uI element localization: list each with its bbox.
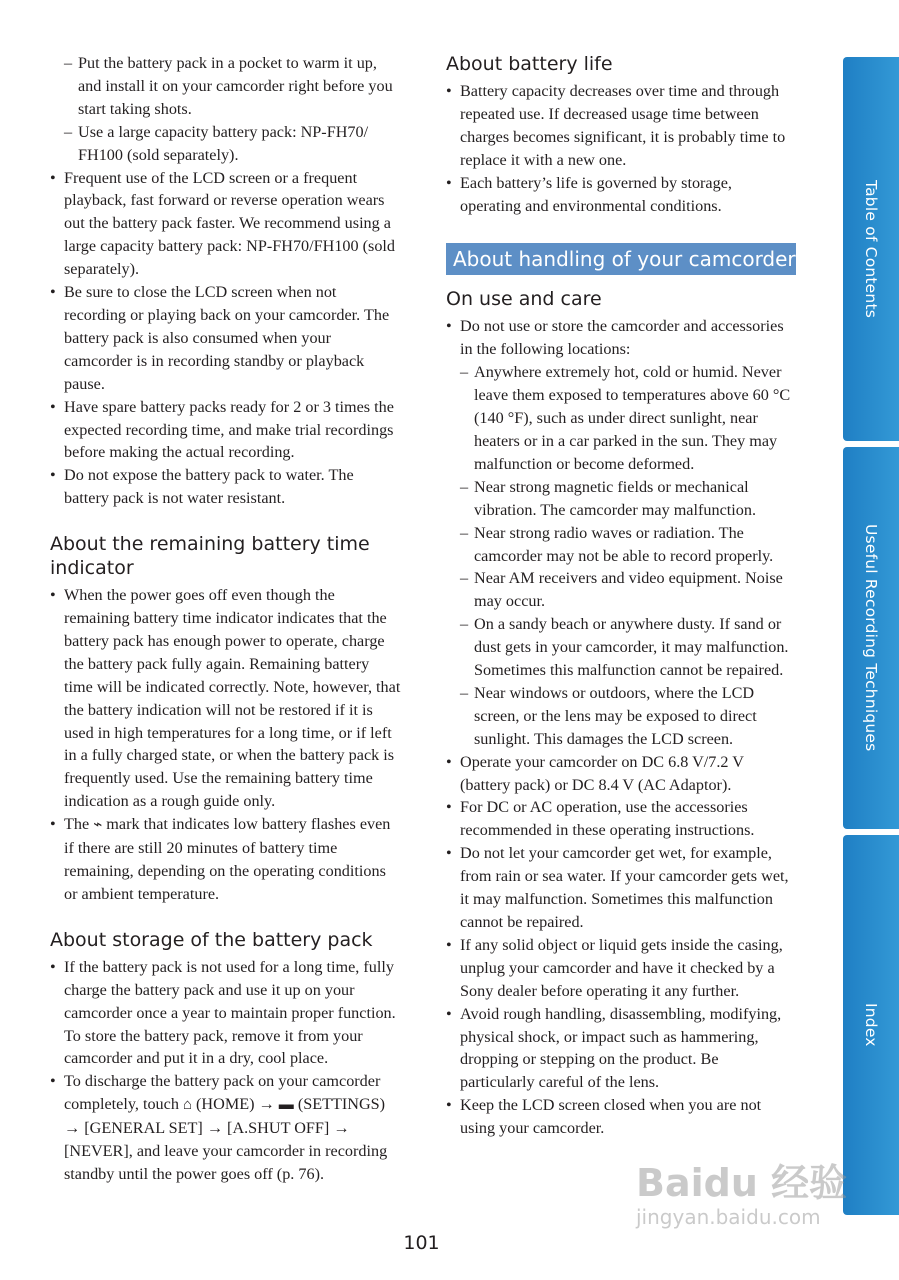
tab-label: Index [862,1003,880,1047]
tab-table-of-contents[interactable] [843,57,899,441]
text-span: mark that indicates low battery flashes even if there are still 20 minutes of battery time remaining, depending on the operating conditions or ambient temperature. [64,815,391,903]
use-and-care-list [446,315,796,1140]
locations-list [460,361,796,750]
dash-item: – Put the battery pack in a pocket to warm it up, and install it on your camcorder right before you start taking shots. [64,52,402,121]
battery-life-heading: About battery life [446,53,613,75]
bullet-item: • For DC or AC operation, use the accessories recommended in these operating instructions. [446,796,796,842]
tab-label: Useful Recording Techniques [862,524,880,752]
watermark-url: jingyan.baidu.com [636,1205,821,1229]
tab-index[interactable] [843,835,899,1215]
low-battery-icon: ⌁ [93,817,103,834]
text-span: The [64,815,94,834]
bullet-item: • Do not expose the battery pack to water. The battery pack is not water resistant. [50,464,402,510]
battery-tips-list [50,167,402,511]
bullet-item: • Frequent use of the LCD screen or a frequent playback, fast forward or reverse operation wears out the battery pack faster. We recommend using a large capacity battery pack: NP-FH70/FH100 (sold separately). [50,167,402,282]
dash-item: – Near strong magnetic fields or mechanical vibration. The camcorder may malfunction. [460,476,796,522]
bullet-item: • Avoid rough handling, disassembling, modifying, physical shock, or impact such as hammering, dropping or stepping on the product. Be particularly careful of the lens. [446,1003,796,1095]
dash-item: – Near windows or outdoors, where the LCD screen, or the lens may be exposed to direct sunlight. This damages the LCD screen. [460,682,796,751]
watermark [636,1162,850,1252]
battery-tips-dash-list [50,52,402,167]
bullet-item [50,813,402,906]
use-and-care-heading: On use and care [446,288,602,311]
remaining-battery-heading: About the remaining battery time indicator [50,533,370,580]
bullet-item: • If the battery pack is not used for a long time, fully charge the battery pack and use it up on your camcorder once a year to maintain proper function. To store the battery pack, remove it from your camcorder and put it in a dry, cool place. [50,956,402,1071]
left-column [50,52,402,1186]
dash-item: – Near strong radio waves or radiation. The camcorder may not be able to record properly. [460,522,796,568]
dash-item: – On a sandy beach or anywhere dusty. If sand or dust gets in your camcorder, it may malfunction. Sometimes this malfunction cannot be repaired. [460,613,796,682]
bullet-item: • Be sure to close the LCD screen when not recording or playing back on your camcorder. The battery pack is also consumed when your camcorder is in recording standby or playback pause. [50,281,402,396]
text-span: (HOME) → [192,1095,279,1114]
remaining-battery-list [50,584,402,906]
tab-label: Table of Contents [862,180,880,318]
dash-item: – Anywhere extremely hot, cold or humid. Never leave them exposed to temperatures above 60 °C (140 °F), such as under direct sunlight, near heaters or in a car parked in the sun. They may malfunction or become deformed. [460,361,796,476]
storage-list [50,956,402,1186]
dash-item: – Use a large capacity battery pack: NP-FH70/ FH100 (sold separately). [64,121,402,167]
storage-heading: About storage of the battery pack [50,928,373,951]
bullet-item [50,1070,402,1186]
bullet-item: • Battery capacity decreases over time and through repeated use. If decreased usage time between charges becomes significant, it is probably time to replace it with a new one. [446,80,796,172]
settings-toolbox-icon: ▬ [278,1097,294,1114]
page-number: 101 [403,1232,440,1254]
section-title-band: About handling of your camcorder [446,243,796,275]
bullet-item: • Operate your camcorder on DC 6.8 V/7.2 V (battery pack) or DC 8.4 V (AC Adaptor). [446,751,796,797]
bullet-item: • If any solid object or liquid gets inside the casing, unplug your camcorder and have it checked by a Sony dealer before operating it any further. [446,934,796,1003]
bullet-item [446,315,796,750]
battery-life-list [446,80,796,217]
bullet-item: • Do not let your camcorder get wet, for example, from rain or sea water. If your camcorder gets wet, it may malfunction. Sometimes this malfunction cannot be repaired. [446,842,796,934]
bullet-item: • When the power goes off even though the remaining battery time indicator indicates that the battery pack has enough power to operate, charge the battery pack fully again. Remaining battery time will be indicated correctly. Note, however, that the battery indication will not be restored if it is used in high temperatures for a long time, or if left in a fully charged state, or when the battery pack is frequently used. Use the remaining battery time indication as a rough guide only. [50,584,402,813]
bullet-item: • Have spare battery packs ready for 2 or 3 times the expected recording time, and make trial recordings before making the actual recording. [50,396,402,465]
home-icon: ⌂ [182,1097,192,1114]
right-column [446,52,796,1140]
text-span: (SETTINGS) → [GENERAL SET] → [A.SHUT OFF] → [NEVER], and leave your camcorder in recording standby until the power goes off (p. 76). [64,1095,388,1183]
dash-item: – Near AM receivers and video equipment. Noise may occur. [460,567,796,613]
text-span: To discharge the battery pack on your camcorder completely, touch [64,1072,381,1114]
bullet-item: • Keep the LCD screen closed when you are not using your camcorder. [446,1094,796,1140]
text-span: Do not use or store the camcorder and accessories in the following locations: [460,317,784,359]
watermark-logo: Baidu 经验 [636,1161,848,1205]
tab-useful-recording-techniques[interactable] [843,447,899,829]
bullet-item: • Each battery’s life is governed by storage, operating and environmental conditions. [446,172,796,218]
